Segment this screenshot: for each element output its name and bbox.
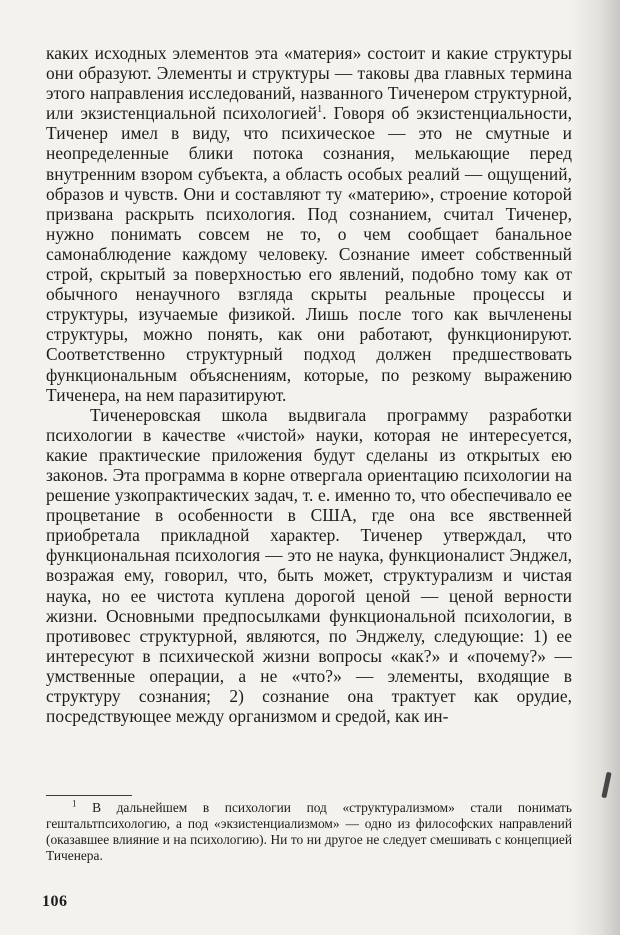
paragraph-1 (46, 43, 572, 405)
scan-edge-mark (601, 772, 611, 798)
footnote-reference: 1 (317, 104, 323, 116)
main-text (46, 43, 572, 726)
footnote-marker: 1 (72, 798, 77, 809)
paragraph-1-part-a: каких исходных элементов эта «материя» состоит и какие структуры они образуют. Элементы и структуры — таковы два главных термина этого направления исследований, названного Тиченером структурной, или экзистенциальной психологией (46, 43, 572, 124)
footnote-text: В дальнейшем в психологии под «структурализмом» стали понимать гештальтпсихологию, а под «экзистенциализмом» — одно из философских направлений (оказавшее влияние и на психологию). Ни то ни другое не следует смешивать с концепцией Тиченера. (46, 800, 572, 863)
footnote-divider (46, 795, 132, 796)
footnote (46, 800, 572, 864)
paragraph-1-part-b: . Говоря об экзистенциальности, Тиченер имел в виду, что психическое — это не смутные и неопределенные блики потока сознания, мелькающие перед внутренним взором субъекта, а область особых реалий — ощущений, образов и чувств. Они и составляют ту «материю», строение которой призвана раскрыть психология. Под сознанием, считал Тиченер, нужно понимать совсем не то, о чем сообщает банальное самонаблюдение каждому человеку. Сознание имеет собственный строй, скрытый за поверхностью его явлений, подобно тому как от обычного ненаучного взгляда скрыты реальные процессы и структуры, изучаемые физикой. Лишь после того как вычленены структуры, можно понять, как они работают, функционируют. Соответственно структурный подход должен предшествовать функциональным объяснениям, которые, по резкому выражению Тиченера, на нем паразитируют. (46, 103, 572, 405)
paragraph-2: Тиченеровская школа выдвигала программу разработки психологии в качестве «чистой» науки, которая не интересуется, какие практические приложения будут сделаны из открытых ею законов. Эта программа в корне отвергала ориентацию психологии на решение узкопрактических задач, т. е. именно то, что обеспечивало ее процветание в особенности в США, где она все явственней приобретала прикладной характер. Тиченер утверждал, что функциональная психология — это не наука, функционалист Энджел, возражая ему, говорил, что, быть может, структурализм и чистая наука, но ее чистота куплена дорогой ценой — ценой верности жизни. Основными предпосылками функциональной психологии, в противовес структурной, являются, по Энджелу, следующие: 1) ее интересуют в психической жизни вопросы «как?» и «почему?» — умственные операции, а не «что?» — элементы, входящие в структуру сознания; 2) сознание она трактует как орудие, посредствующее между организмом и средой, как ин- (46, 404, 572, 727)
page-number: 106 (42, 893, 68, 910)
